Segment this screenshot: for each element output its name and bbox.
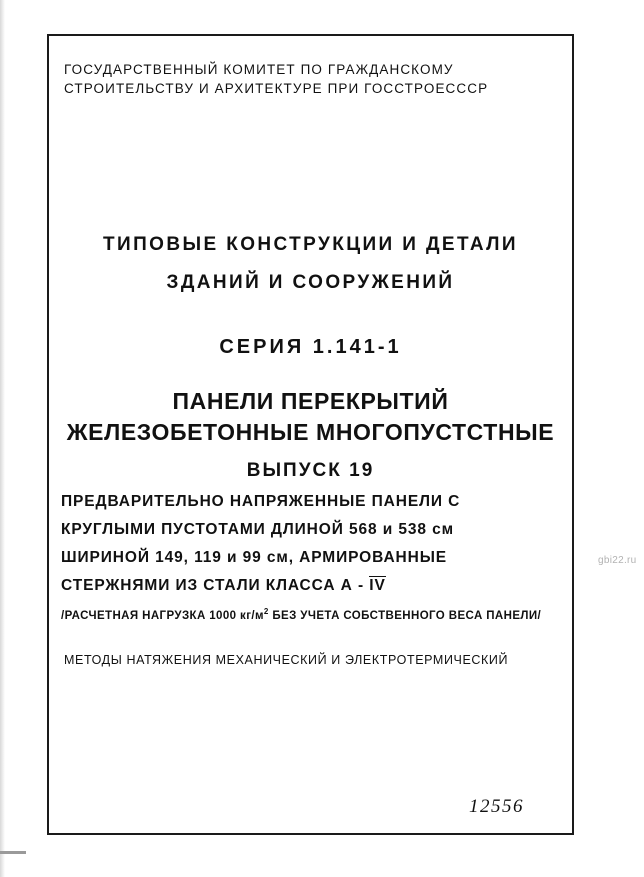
design-load-note-suffix: БЕЗ УЧЕТА СОБСТВЕННОГО ВЕСА ПАНЕЛИ/ (268, 609, 542, 622)
document-frame (47, 34, 574, 835)
page-title-line-1: ТИПОВЫЕ КОНСТРУКЦИИ И ДЕТАЛИ (103, 234, 518, 255)
document-number: 12556 (469, 796, 524, 817)
issuing-authority-line-1: ГОСУДАРСТВЕННЫЙ КОМИТЕТ ПО ГРАЖДАНСКОМУ (64, 62, 454, 77)
issue-number: ВЫПУСК 19 (246, 460, 375, 481)
tensioning-methods-line: МЕТОДЫ НАТЯЖЕНИЯ МЕХАНИЧЕСКИЙ И ЭЛЕКТРОТЕРМИЧЕСКИЙ (64, 653, 509, 667)
steel-class-roman-numeral: IV (369, 577, 386, 594)
design-load-unit-exponent: 2 (263, 607, 269, 616)
issuing-authority-line-2: СТРОИТЕЛЬСТВУ И АРХИТЕКТУРЕ ПРИ ГОССТРОЕСССР (64, 81, 489, 96)
description-line-2: КРУГЛЫМИ ПУСТОТАМИ ДЛИНОЙ 568 и 538 см (61, 521, 455, 538)
scan-edge-left (0, 0, 5, 877)
design-load-note (61, 607, 541, 622)
description-line-1: ПРЕДВАРИТЕЛЬНО НАПРЯЖЕННЫЕ ПАНЕЛИ С (61, 493, 461, 510)
product-name-line-1: ПАНЕЛИ ПЕРЕКРЫТИЙ (172, 388, 449, 414)
watermark-text: gbi22.ru (598, 555, 637, 566)
description-line-3: ШИРИНОЙ 149, 119 и 99 см, АРМИРОВАННЫЕ (61, 549, 448, 566)
description-line-4 (61, 577, 386, 595)
description-line-4-prefix: СТЕРЖНЯМИ ИЗ СТАЛИ КЛАССА А - (61, 577, 370, 594)
scan-edge-bottom-left (0, 851, 26, 854)
design-load-note-prefix: /РАСЧЕТНАЯ НАГРУЗКА 1000 кг/м (61, 609, 264, 622)
product-name-line-2: ЖЕЛЕЗОБЕТОННЫЕ МНОГОПУСТСТНЫЕ (66, 419, 555, 445)
page-title-line-2: ЗДАНИЙ И СООРУЖЕНИЙ (166, 272, 455, 293)
series-number: СЕРИЯ 1.141-1 (219, 336, 402, 358)
